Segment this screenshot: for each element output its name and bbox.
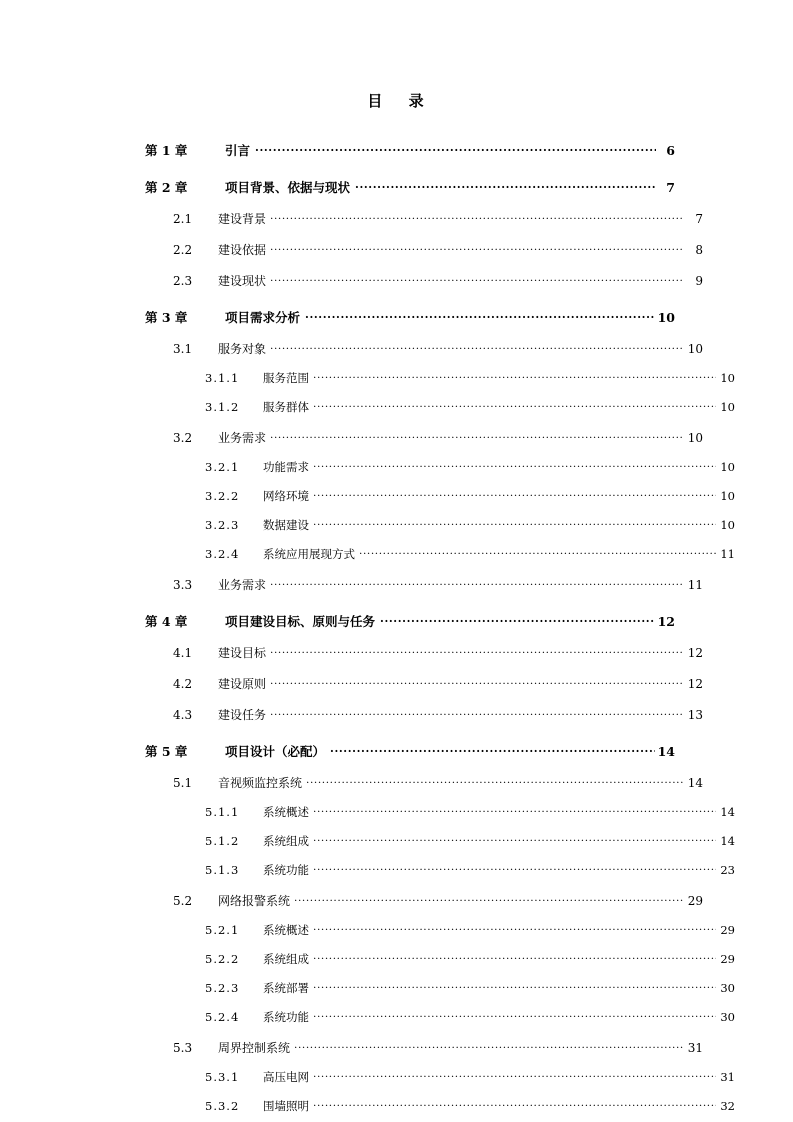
toc-entry[interactable] <box>145 1009 735 1025</box>
toc-leader-dots <box>313 489 716 501</box>
toc-entry[interactable] <box>145 340 703 357</box>
toc-entry-page-number: 12 <box>687 646 703 660</box>
toc-entry-page-number: 13 <box>687 708 703 722</box>
toc-entry[interactable] <box>145 546 735 562</box>
toc-entry-number: 3.2.2 <box>205 489 240 503</box>
toc-entry-page-number: 9 <box>695 274 703 288</box>
toc-entry-page-number: 29 <box>720 923 735 937</box>
page-title: 目 录 <box>367 92 426 110</box>
toc-leader-dots <box>313 805 716 817</box>
toc-leader-dots <box>270 430 684 442</box>
toc-leader-dots <box>294 1040 684 1052</box>
toc-entry-number: 5.1 <box>173 776 193 790</box>
toc-leader-dots <box>330 744 655 757</box>
toc-leader-dots <box>313 460 716 472</box>
toc-entry[interactable] <box>145 488 735 504</box>
toc-entry-page-number: 10 <box>720 489 735 503</box>
toc-entry[interactable] <box>145 742 675 760</box>
toc-entry-page-number: 30 <box>720 981 735 995</box>
toc-leader-dots <box>313 518 716 530</box>
toc-entry[interactable] <box>145 774 703 791</box>
toc-entry[interactable] <box>145 210 703 227</box>
toc-entry-label: 系统概述 <box>263 805 309 819</box>
toc-entry[interactable] <box>145 892 703 909</box>
toc-entry-number: 3.2.1 <box>205 460 240 474</box>
toc-entry-label: 项目需求分析 <box>225 310 301 325</box>
toc-entry-label: 建设依据 <box>218 243 267 257</box>
toc-entry-page-number: 10 <box>720 460 735 474</box>
toc-leader-dots <box>313 923 716 935</box>
toc-entry-number: 5.1.3 <box>205 863 240 877</box>
toc-entry-number: 3.2.4 <box>205 547 240 561</box>
toc-entry-page-number: 6 <box>666 143 675 158</box>
toc-entry[interactable] <box>145 272 703 289</box>
toc-entry[interactable] <box>145 241 703 258</box>
toc-entry-page-number: 10 <box>720 400 735 414</box>
toc-entry-number: 3.1 <box>173 342 193 356</box>
toc-entry-page-number: 7 <box>666 180 675 195</box>
toc-leader-dots <box>313 1070 716 1082</box>
toc-entry-number: 3.1.2 <box>205 400 240 414</box>
toc-entry-page-number: 7 <box>695 212 703 226</box>
toc-entry-page-number: 23 <box>720 863 735 877</box>
toc-entry-page-number: 14 <box>720 834 735 848</box>
toc-entry-label: 功能需求 <box>263 460 309 474</box>
toc-entry-number: 5.3.1 <box>205 1070 240 1084</box>
toc-entry-number: 3.2.3 <box>205 518 240 532</box>
toc-entry-label: 系统组成 <box>263 834 309 848</box>
toc-leader-dots <box>355 180 656 193</box>
toc-entry-label: 数据建设 <box>263 518 309 532</box>
toc-entry-page-number: 10 <box>687 431 703 445</box>
toc-entry-page-number: 14 <box>657 744 675 759</box>
toc-leader-dots <box>359 547 716 559</box>
toc-entry-number: 第 4 章 <box>145 614 188 629</box>
toc-entry-number: 2.3 <box>173 274 193 288</box>
toc-entry-label: 系统功能 <box>263 1010 309 1024</box>
toc-leader-dots <box>313 834 716 846</box>
toc-entry-number: 5.1.1 <box>205 805 240 819</box>
toc-leader-dots <box>255 143 656 156</box>
toc-entry[interactable] <box>145 308 675 326</box>
toc-leader-dots <box>313 1010 716 1022</box>
toc-entry-number: 5.2.4 <box>205 1010 240 1024</box>
toc-entry-label: 建设目标 <box>218 646 267 660</box>
toc-entry[interactable] <box>145 1039 703 1056</box>
toc-entry-label: 网络环境 <box>263 489 309 503</box>
toc-entry-page-number: 12 <box>657 614 675 629</box>
toc-entry-page-number: 14 <box>687 776 703 790</box>
toc-entry[interactable] <box>145 517 735 533</box>
table-of-contents <box>145 122 735 1114</box>
toc-entry-label: 围墙照明 <box>263 1099 309 1113</box>
toc-entry-number: 4.1 <box>173 646 193 660</box>
toc-entry[interactable] <box>145 804 735 820</box>
toc-entry-number: 第 1 章 <box>145 143 188 158</box>
toc-entry[interactable] <box>145 862 735 878</box>
toc-entry[interactable] <box>145 951 735 967</box>
toc-entry-page-number: 31 <box>687 1041 703 1055</box>
toc-entry-page-number: 11 <box>687 578 703 592</box>
toc-entry-label: 服务范围 <box>263 371 309 385</box>
toc-leader-dots <box>270 707 684 719</box>
toc-entry[interactable] <box>145 675 703 692</box>
toc-leader-dots <box>270 273 684 285</box>
toc-entry-page-number: 10 <box>687 342 703 356</box>
toc-entry-number: 第 3 章 <box>145 310 188 325</box>
toc-leader-dots <box>313 863 716 875</box>
toc-entry-number: 4.2 <box>173 677 193 691</box>
toc-entry-number: 5.2.2 <box>205 952 240 966</box>
toc-leader-dots <box>270 577 684 589</box>
toc-entry-number: 3.1.1 <box>205 371 240 385</box>
toc-entry-label: 建设任务 <box>218 708 267 722</box>
toc-entry-number: 5.2.3 <box>205 981 240 995</box>
toc-entry-page-number: 10 <box>720 518 735 532</box>
toc-entry-number: 5.3 <box>173 1041 193 1055</box>
toc-entry-label: 系统概述 <box>263 923 309 937</box>
toc-leader-dots <box>313 400 716 412</box>
toc-entry-number: 3.3 <box>173 578 193 592</box>
toc-entry[interactable] <box>145 141 675 159</box>
toc-entry-label: 建设现状 <box>218 274 267 288</box>
toc-entry-page-number: 10 <box>720 371 735 385</box>
toc-entry[interactable] <box>145 178 675 196</box>
toc-leader-dots <box>294 893 684 905</box>
toc-entry[interactable] <box>145 459 735 475</box>
toc-entry-label: 业务需求 <box>218 431 267 445</box>
toc-entry-label: 系统部署 <box>263 981 309 995</box>
toc-entry-label: 项目背景、依据与现状 <box>225 180 351 195</box>
toc-entry[interactable] <box>145 612 675 630</box>
toc-entry[interactable] <box>145 922 735 938</box>
toc-leader-dots <box>313 952 716 964</box>
toc-entry-label: 网络报警系统 <box>218 894 291 908</box>
toc-entry-number: 4.3 <box>173 708 193 722</box>
toc-entry-number: 第 5 章 <box>145 744 188 759</box>
toc-leader-dots <box>313 1099 716 1111</box>
toc-entry-label: 系统应用展现方式 <box>263 547 355 561</box>
toc-entry[interactable] <box>145 706 703 723</box>
toc-leader-dots <box>270 341 684 353</box>
toc-leader-dots <box>270 676 684 688</box>
toc-entry-number: 5.1.2 <box>205 834 240 848</box>
toc-leader-dots <box>270 242 684 254</box>
toc-entry[interactable] <box>145 1098 735 1114</box>
toc-entry-number: 5.3.2 <box>205 1099 240 1113</box>
toc-entry-label: 项目设计（必配） <box>225 744 326 759</box>
toc-entry-label: 项目建设目标、原则与任务 <box>225 614 376 629</box>
toc-entry-page-number: 32 <box>720 1099 735 1113</box>
toc-entry[interactable] <box>145 576 703 593</box>
toc-entry-label: 服务群体 <box>263 400 309 414</box>
toc-entry[interactable] <box>145 1069 735 1085</box>
toc-entry-page-number: 14 <box>720 805 735 819</box>
toc-entry-label: 业务需求 <box>218 578 267 592</box>
toc-entry-number: 2.1 <box>173 212 193 226</box>
toc-entry[interactable] <box>145 833 735 849</box>
toc-entry[interactable] <box>145 399 735 415</box>
toc-entry[interactable] <box>145 370 735 386</box>
toc-entry-label: 高压电网 <box>263 1070 309 1084</box>
toc-entry-label: 系统组成 <box>263 952 309 966</box>
toc-leader-dots <box>380 614 655 627</box>
toc-entry-page-number: 31 <box>720 1070 735 1084</box>
toc-entry-label: 周界控制系统 <box>218 1041 291 1055</box>
toc-entry-page-number: 11 <box>720 547 735 561</box>
toc-entry-page-number: 30 <box>720 1010 735 1024</box>
toc-leader-dots <box>270 211 684 223</box>
toc-leader-dots <box>305 310 655 323</box>
toc-entry-label: 系统功能 <box>263 863 309 877</box>
toc-entry-page-number: 29 <box>720 952 735 966</box>
toc-entry-number: 第 2 章 <box>145 180 188 195</box>
toc-leader-dots <box>306 775 684 787</box>
toc-entry[interactable] <box>145 429 703 446</box>
toc-entry[interactable] <box>145 644 703 661</box>
toc-leader-dots <box>313 981 716 993</box>
toc-entry-number: 5.2.1 <box>205 923 240 937</box>
toc-entry-number: 5.2 <box>173 894 193 908</box>
toc-leader-dots <box>270 645 684 657</box>
toc-entry-page-number: 12 <box>687 677 703 691</box>
toc-entry-label: 音视频监控系统 <box>218 776 303 790</box>
toc-entry-label: 建设背景 <box>218 212 267 226</box>
toc-entry-page-number: 8 <box>695 243 703 257</box>
toc-entry-label: 服务对象 <box>218 342 267 356</box>
toc-entry-number: 3.2 <box>173 431 193 445</box>
toc-entry[interactable] <box>145 980 735 996</box>
toc-entry-page-number: 29 <box>687 894 703 908</box>
toc-leader-dots <box>313 371 716 383</box>
toc-entry-page-number: 10 <box>657 310 675 325</box>
toc-entry-label: 引言 <box>225 143 251 158</box>
toc-entry-label: 建设原则 <box>218 677 267 691</box>
toc-entry-number: 2.2 <box>173 243 193 257</box>
